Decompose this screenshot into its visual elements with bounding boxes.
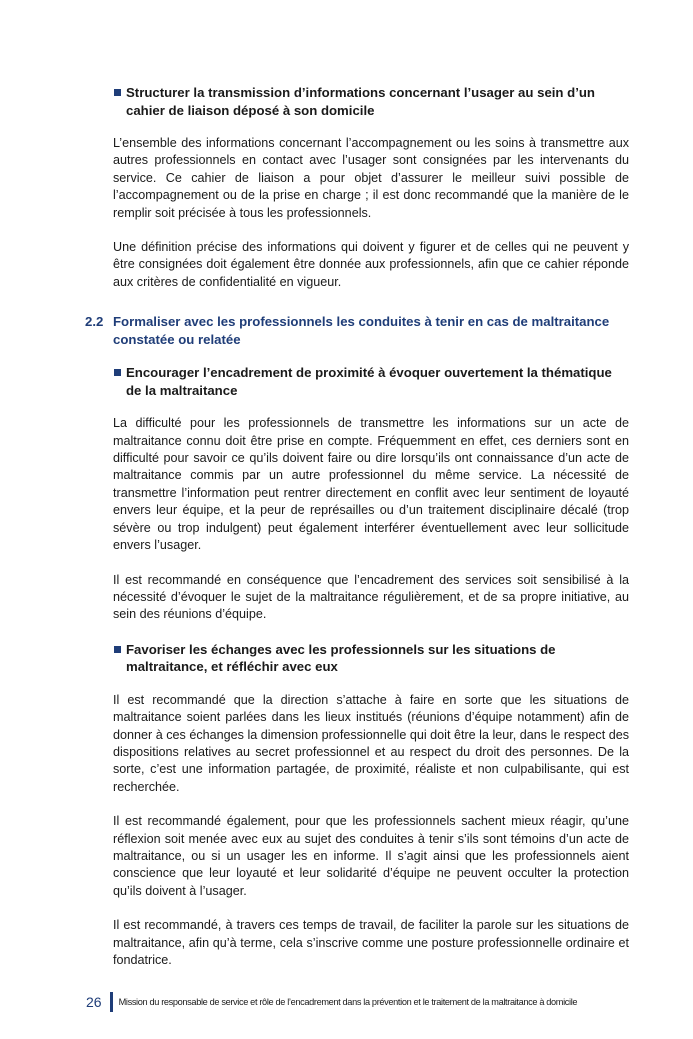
paragraph: Il est recommandé que la direction s’attache à faire en sorte que les situations de maltraitance soient parlées dans les lieux institués (réunions d’équipe notamment) afin de donner à ces échanges la dimension professionnelle qui doit être la leur, dans le respect des dispositions relatives au secret professionnel et au respect du droit des personnes. De la sorte, c’est une information partagée, de proximité, réaliste et non culpabilisante, qui est recherchée. xyxy=(113,692,629,794)
page-content xyxy=(85,84,629,986)
paragraph: Une définition précise des informations qui doivent y figurer et de celles qui ne peuvent y être consignées doit également être donnée aux professionnels, afin que ce cahier réponde aux critères de confidentialité en vigueur. xyxy=(113,240,629,289)
paragraph: La difficulté pour les professionnels de transmettre les informations sur un acte de maltraitance connu doit être prise en compte. Fréquemment en effet, ces derniers sont en difficulté pour savoir ce qu’ils doivent faire ou dire lorsqu’ils ont connaissance d’un acte de maltraitance commis par un autre professionnel du même service. La nécessité de transmettre l’information peut rentrer directement en conflit avec leur sentiment de loyauté envers leur équipe, et la peur de représailles ou d’un traitement disciplinaire décalé (trop sévère ou trop indulgent) peut également interférer éventuellement avec leur sollicitude envers l’usager. xyxy=(113,416,629,553)
paragraph: Il est recommandé en conséquence que l’encadrement des services soit sensibilisé à la nécessité d’évoquer le sujet de la maltraitance régulièrement, et de sa propre initiative, au sein des réunions d’équipe. xyxy=(113,572,629,622)
page-footer xyxy=(86,990,577,1014)
section-heading-text: Formaliser avec les professionnels les conduites à tenir en cas de maltraitance constatée ou relatée xyxy=(113,314,610,347)
footer-divider xyxy=(110,992,113,1012)
footer-title: Mission du responsable de service et rôle de l’encadrement dans la prévention et le traitement de la maltraitance à domicile xyxy=(118,997,578,1007)
bullet-heading xyxy=(113,364,629,399)
paragraph: Il est recommandé également, pour que les professionnels sachent mieux réagir, qu’une réflexion soit menée avec eux au sujet des conduites à tenir s’ils sont témoins d’un acte de maltraitance, ou si un usager les en informe. Il s’agit ainsi que les professionnels aient conscience que leur loyauté et leur solidarité d’équipe ne peuvent occulter la protection qu’ils doivent à l’usager. xyxy=(113,814,629,898)
bullet-heading-text: Structurer la transmission d’informations concernant l’usager au sein d’un cahier de liaison déposé à son domicile xyxy=(126,85,595,118)
page-number: 26 xyxy=(86,994,102,1010)
bullet-square-icon xyxy=(114,89,121,96)
bullet-heading xyxy=(113,641,629,676)
paragraph: Il est recommandé, à travers ces temps de travail, de faciliter la parole sur les situations de maltraitance, afin qu’à terme, cela s’inscrive comme une posture professionnelle ordinaire et fondatrice. xyxy=(113,918,629,967)
section-number: 2.2 xyxy=(85,314,104,330)
bullet-heading-text: Favoriser les échanges avec les professionnels sur les situations de maltraitance, et réfléchir avec eux xyxy=(126,641,556,675)
paragraph: L’ensemble des informations concernant l’accompagnement ou les soins à transmettre aux autres professionnels en contact avec l’usager sont consignées par les intervenants du service. Ce cahier de liaison a pour objet d’assurer le meilleur suivi possible de l’accompagnement ou de la prise en charge ; il est donc recommandé que la manière de le remplir soit précisée à tous les professionnels. xyxy=(113,136,629,220)
bullet-heading-text: Encourager l’encadrement de proximité à évoquer ouvertement la thématique de la maltraitance xyxy=(126,365,612,398)
bullet-heading xyxy=(113,84,629,119)
section-heading xyxy=(85,313,629,348)
bullet-square-icon xyxy=(114,646,121,653)
bullet-square-icon xyxy=(114,369,121,376)
